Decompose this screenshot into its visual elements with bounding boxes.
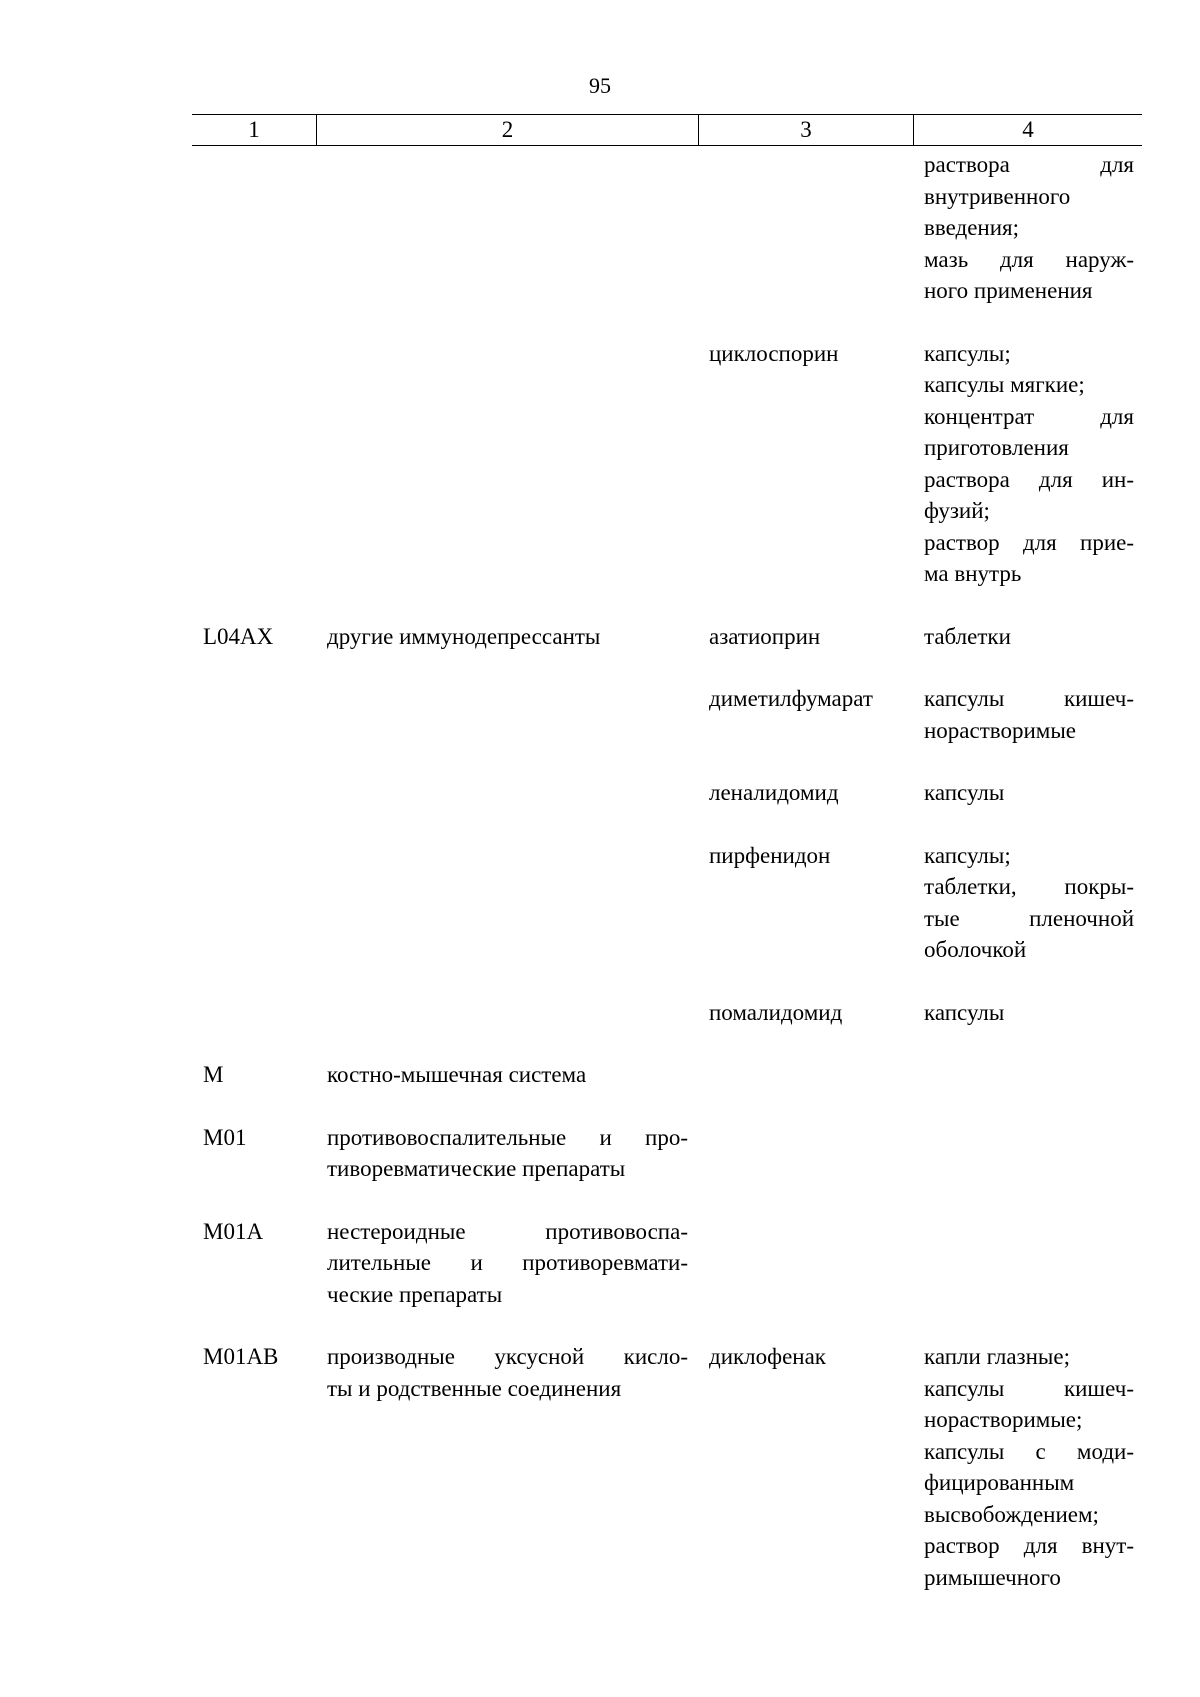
drug-name: азатиоприн [709, 623, 821, 649]
atc-code: L04AX [203, 623, 274, 649]
dosage-form-line: капсулы мягкие; [924, 372, 1085, 397]
dosage-form-line: фузий; [924, 498, 990, 523]
dosage-forms-cell [913, 997, 1142, 1029]
drug-name-cell [698, 840, 913, 872]
atc-code-cell [192, 1341, 316, 1373]
table-row [192, 1122, 1142, 1185]
table-row [192, 621, 1142, 653]
drug-name-cell [698, 777, 913, 809]
dosage-form-line: раствора для ин- [924, 466, 1134, 492]
dosage-form-line: раствор для прие- [924, 529, 1134, 555]
dosage-forms-cell [913, 149, 1142, 307]
drug-name: леналидомид [709, 780, 839, 805]
dosage-form-line: норастворимые [924, 717, 1077, 743]
dosage-form-line: таблетки [924, 623, 1011, 649]
dosage-form-line: капсулы [924, 999, 1005, 1025]
dosage-form-line: оболочкой [924, 937, 1027, 962]
drug-name: диклофенак [709, 1344, 826, 1369]
drug-name-cell [698, 683, 913, 715]
group-name-cell [316, 1122, 698, 1185]
dosage-form-line: капсулы; [924, 340, 1011, 366]
drug-name-cell [698, 1341, 913, 1373]
table-header [192, 114, 1142, 146]
atc-code: M [203, 1062, 224, 1087]
page-number: 95 [589, 73, 611, 98]
group-name-line: ты и родственные соединения [327, 1375, 622, 1401]
table-row [192, 1216, 1142, 1311]
dosage-form-line: концентрат для [924, 403, 1134, 429]
dosage-form-line: капсулы кишеч- [924, 686, 1134, 711]
dosage-form-line: раствора для [924, 152, 1134, 177]
group-name-cell [316, 1059, 698, 1091]
dosage-form-line: капли глазные; [924, 1344, 1070, 1369]
drug-name-cell [698, 338, 913, 370]
header-col-3: 3 [698, 115, 913, 145]
atc-code: M01 [203, 1124, 247, 1150]
dosage-form-line: фицированным [924, 1470, 1075, 1495]
atc-code-cell [192, 1122, 316, 1154]
dosage-form-line: таблетки, покры- [924, 874, 1134, 899]
group-name-line: ческие препараты [327, 1281, 503, 1307]
drug-name: циклоспорин [709, 340, 839, 366]
dosage-forms-cell [913, 621, 1142, 653]
dosage-form-line: ма внутрь [924, 561, 1022, 586]
drug-name: помалидомид [709, 999, 843, 1025]
table-row [192, 338, 1142, 590]
drug-name-cell [698, 997, 913, 1029]
table-row [192, 683, 1142, 746]
table-row [192, 1059, 1142, 1091]
dosage-form-line: тые пленочной [924, 905, 1134, 931]
group-name-line: костно-мышечная система [327, 1062, 587, 1087]
dosage-form-line: приготовления [924, 435, 1069, 460]
table-body [192, 149, 1142, 1624]
table-row [192, 149, 1142, 307]
header-col-2: 2 [316, 115, 698, 145]
group-name-line: производные уксусной кисло- [327, 1344, 688, 1369]
drug-name-cell [698, 621, 913, 653]
dosage-forms-cell [913, 1341, 1142, 1593]
group-name-cell [316, 1216, 698, 1311]
dosage-forms-cell [913, 840, 1142, 966]
dosage-form-line: введения; [924, 215, 1019, 240]
dosage-forms-cell [913, 777, 1142, 809]
header-col-4: 4 [913, 115, 1142, 145]
header-col-1: 1 [248, 117, 260, 142]
group-name-line: противовоспалительные и про- [327, 1124, 688, 1150]
table-row [192, 777, 1142, 809]
dosage-form-line: капсулы с моди- [924, 1438, 1134, 1464]
dosage-form-line: норастворимые; [924, 1407, 1083, 1432]
group-name-line: лительные и противоревмати- [327, 1250, 688, 1275]
table-row [192, 997, 1142, 1029]
dosage-forms-cell [913, 338, 1142, 590]
dosage-form-line: капсулы; [924, 842, 1011, 868]
atc-code-cell [192, 621, 316, 653]
group-name-line: нестероидные противовоспа- [327, 1218, 688, 1244]
dosage-form-line: мазь для наруж- [924, 246, 1134, 272]
dosage-form-line: раствор для внут- [924, 1533, 1134, 1558]
dosage-form-line: капсулы [924, 780, 1005, 805]
table-row [192, 840, 1142, 966]
dosage-form-line: римышечного [924, 1564, 1061, 1590]
atc-code-cell [192, 1216, 316, 1248]
atc-code: M01AB [203, 1344, 279, 1369]
group-name-line: другие иммунодепрессанты [327, 623, 601, 649]
dosage-form-line: внутривенного [924, 183, 1071, 209]
dosage-forms-cell [913, 683, 1142, 746]
atc-code: M01A [203, 1218, 264, 1244]
dosage-form-line: капсулы кишеч- [924, 1375, 1134, 1401]
group-name-line: тиворевматические препараты [327, 1156, 626, 1181]
dosage-form-line: ного применения [924, 278, 1093, 303]
drug-name: пирфенидон [709, 842, 831, 868]
atc-code-cell [192, 1059, 316, 1091]
table-row [192, 1341, 1142, 1593]
dosage-form-line: высвобождением; [924, 1501, 1099, 1527]
group-name-cell [316, 621, 698, 653]
drug-name: диметилфумарат [709, 686, 873, 711]
group-name-cell [316, 1341, 698, 1404]
